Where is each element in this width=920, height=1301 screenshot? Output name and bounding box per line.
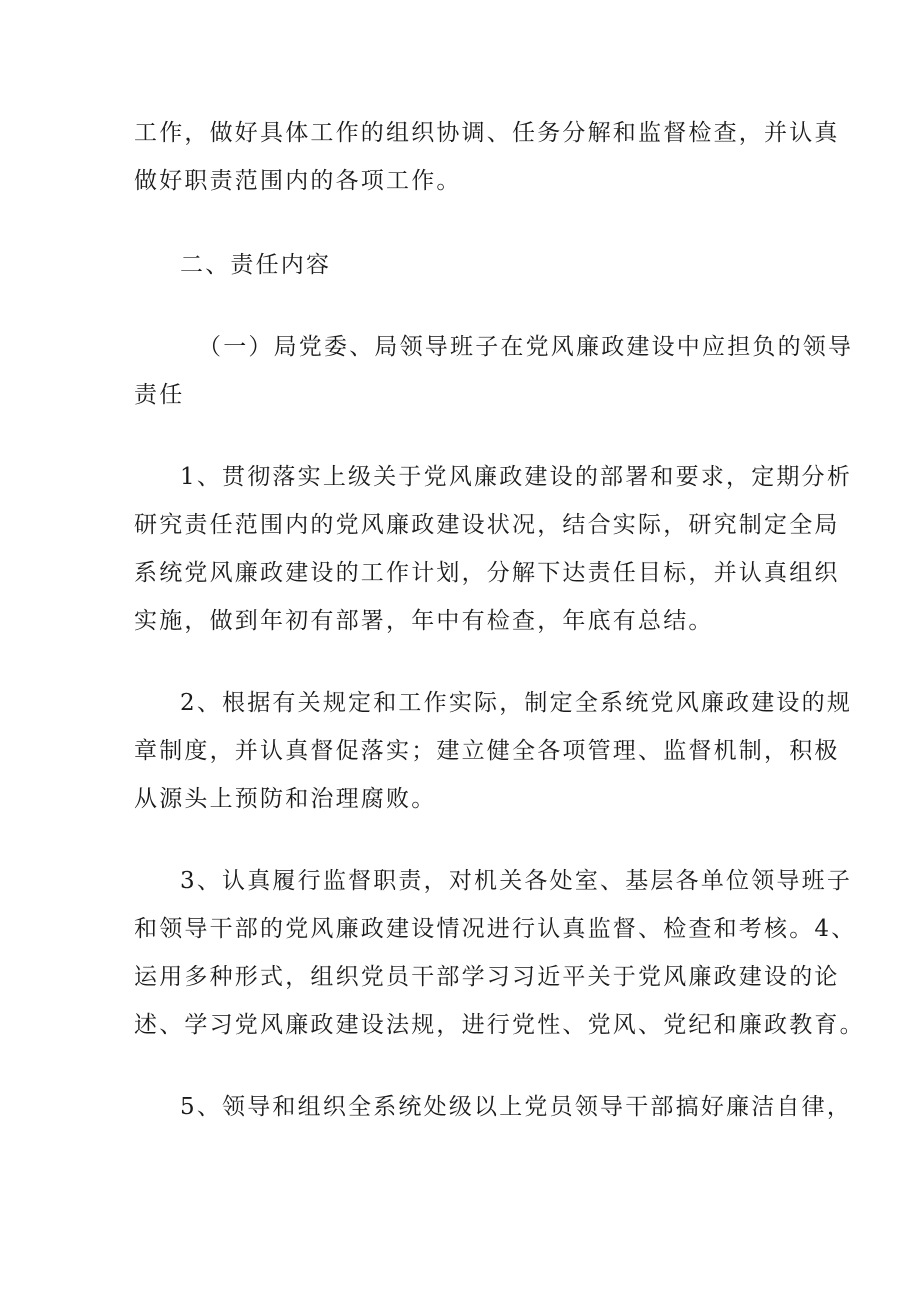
paragraph-line: 系统党风廉政建设的工作计划，分解下达责任目标，并认真组织 (134, 560, 840, 586)
paragraph-line: 工作，做好具体工作的组织协调、任务分解和监督检查，并认真 (134, 120, 840, 146)
paragraph-line: 章制度，并认真督促落实；建立健全各项管理、监督机制，积极 (134, 738, 840, 764)
paragraph-line: 实施，做到年初有部署，年中有检查，年底有总结。 (134, 608, 714, 634)
paragraph-line: 述、学习党风廉政建设法规，进行党性、党风、党纪和廉政教育。 (134, 1012, 865, 1038)
subsection-heading-cont: 责任 (134, 382, 185, 408)
paragraph-line: 1、贯彻落实上级关于党风廉政建设的部署和要求，定期分析 (180, 464, 853, 490)
section-heading: 二、责任内容 (180, 252, 332, 278)
paragraph-line: 研究责任范围内的党风廉政建设状况，结合实际，研究制定全局 (134, 512, 840, 538)
subsection-heading: （一）局党委、局领导班子在党风廉政建设中应担负的领导 (198, 334, 854, 360)
paragraph-line: 运用多种形式，组织党员干部学习习近平关于党风廉政建设的论 (134, 964, 840, 990)
paragraph-line: 5、领导和组织全系统处级以上党员领导干部搞好廉洁自律， (180, 1094, 853, 1120)
paragraph-line: 做好职责范围内的各项工作。 (134, 168, 462, 194)
paragraph-line: 和领导干部的党风廉政建设情况进行认真监督、检查和考核。4、 (134, 916, 857, 942)
paragraph-line: 3、认真履行监督职责，对机关各处室、基层各单位领导班子 (180, 868, 853, 894)
paragraph-line: 从源头上预防和治理腐败。 (134, 786, 437, 812)
paragraph-line: 2、根据有关规定和工作实际，制定全系统党风廉政建设的规 (180, 690, 853, 716)
